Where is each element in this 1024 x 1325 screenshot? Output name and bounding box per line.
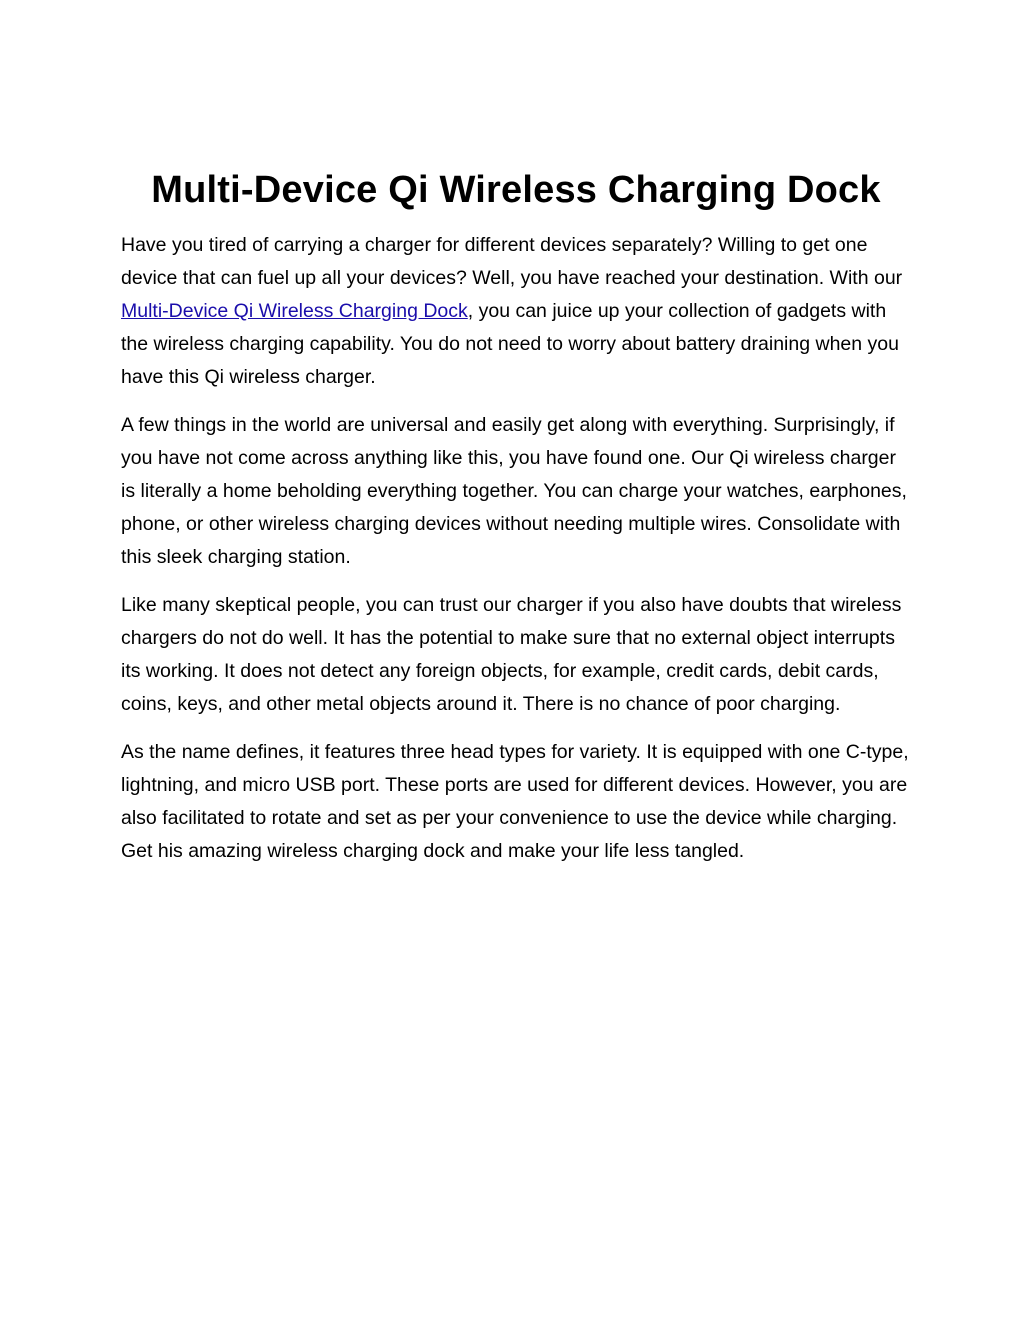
paragraph-trust: Like many skeptical people, you can trust our charger if you also have doubts that wireless chargers do not do well. It has the potential to make sure that no external object interrupts its working. It does not detect any foreign objects, for example, credit cards, debit cards, coins, keys, and other metal objects around it. There is no chance of poor charging. xyxy=(121,594,902,715)
paragraph-intro-text-after: , you can juice up your collection of gadgets with the wireless charging capability. You do not need to worry about battery draining when you have this Qi wireless charger. xyxy=(121,300,899,388)
product-link[interactable]: Multi-Device Qi Wireless Charging Dock xyxy=(121,300,468,322)
paragraph-intro-text-before: Have you tired of carrying a charger for different devices separately? Willing to get one device that can fuel up all your devices? Well, you have reached your destination. With our xyxy=(121,234,903,289)
paragraph-intro xyxy=(121,229,911,394)
paragraph-features: As the name defines, it features three head types for variety. It is equipped with one C-type, lightning, and micro USB port. These ports are used for different devices. However, you are also facilitated to rotate and set as per your convenience to use the device while charging. Get his amazing wireless charging dock and make your life less tangled. xyxy=(121,741,909,862)
paragraph-universal: A few things in the world are universal and easily get along with everything. Surprisingly, if you have not come across anything like this, you have found one. Our Qi wireless charger is literally a home beholding everything together. You can charge your watches, earphones, phone, or other wireless charging devices without needing multiple wires. Consolidate with this sleek charging station. xyxy=(121,414,907,568)
document-body xyxy=(121,165,911,883)
document-title: Multi-Device Qi Wireless Charging Dock xyxy=(151,169,881,211)
